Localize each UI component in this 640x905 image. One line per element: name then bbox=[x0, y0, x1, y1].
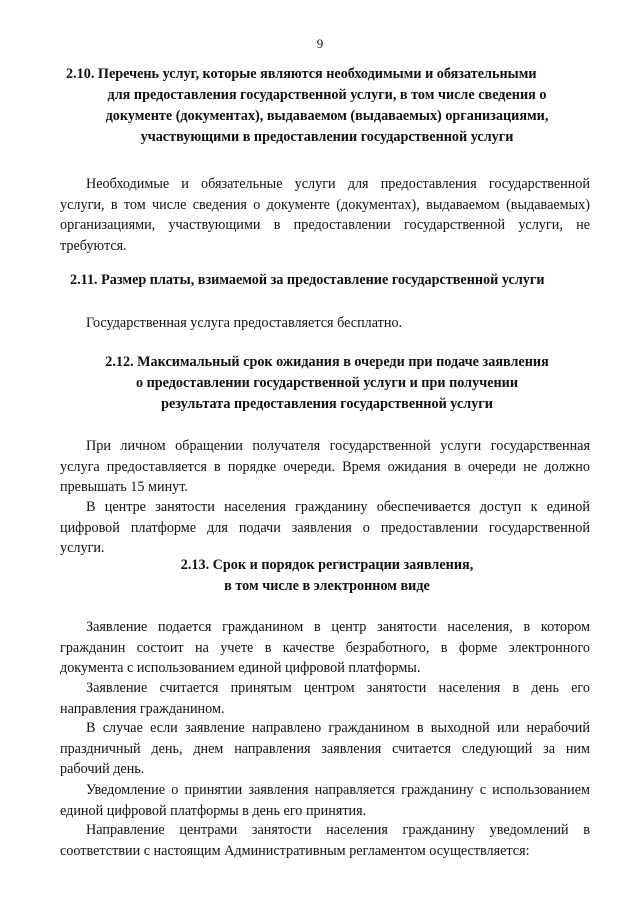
text-line: цифровой платформе для подачи заявления о предоставлении государственной bbox=[60, 519, 590, 536]
heading-line: 2.11. Размер платы, взимаемой за предоставление государственной услуги bbox=[70, 272, 545, 288]
heading-line: участвующими в предоставлении государственной услуги bbox=[140, 129, 514, 145]
section-2-10-paragraph bbox=[60, 174, 590, 256]
section-2-12-heading bbox=[62, 352, 592, 415]
section-2-12-paragraph-1 bbox=[60, 436, 590, 498]
page-number: 9 bbox=[316, 36, 324, 51]
text-line: услуги, в том числе сведения о документе (документах), выдаваемом (выдаваемых) bbox=[60, 196, 590, 213]
text-line: услуга предоставляется в порядке очереди. Время ожидания в очереди не должно bbox=[60, 458, 590, 475]
text-line: В случае если заявление направлено гражданином в выходной или нерабочий bbox=[86, 720, 590, 736]
heading-line: 2.12. Максимальный срок ожидания в очереди при подаче заявления bbox=[105, 354, 549, 370]
section-2-13-paragraph-3 bbox=[60, 718, 590, 780]
text-line: Государственная услуга предоставляется бесплатно. bbox=[86, 315, 403, 331]
section-2-13-paragraph-5 bbox=[60, 820, 590, 861]
section-2-13-paragraph-4 bbox=[60, 780, 590, 821]
text-line: Необходимые и обязательные услуги для предоставления государственной bbox=[86, 176, 590, 192]
text-line: соответствии с настоящим Административным регламентом осуществляется: bbox=[60, 842, 530, 859]
section-2-12-paragraph-2 bbox=[60, 497, 590, 559]
heading-line: документе (документах), выдаваемом (выдаваемых) организациями, bbox=[105, 108, 549, 124]
text-line: Заявление подается гражданином в центр занятости населения, в котором bbox=[86, 619, 590, 635]
section-2-10-heading bbox=[62, 64, 592, 148]
heading-line: для предоставления государственной услуги, в том числе сведения о bbox=[107, 87, 547, 103]
heading-line: о предоставлении государственной услуги и при получении bbox=[135, 375, 519, 391]
text-line: документа с использованием единой цифровой платформы. bbox=[60, 660, 421, 676]
text-line: превышать 15 минут. bbox=[60, 479, 188, 495]
text-line: требуются. bbox=[60, 237, 127, 254]
heading-line: 2.10. Перечень услуг, которые являются необходимыми и обязательными bbox=[66, 66, 537, 82]
text-line: организациями, участвующими в предоставлении государственной услуги, не bbox=[60, 217, 590, 233]
heading-line: в том числе в электронном виде bbox=[224, 578, 430, 594]
section-2-11-paragraph bbox=[60, 313, 590, 334]
text-line: рабочий день. bbox=[60, 761, 145, 777]
text-line: В центре занятости населения гражданину обеспечивается доступ к единой bbox=[86, 499, 590, 515]
heading-line: 2.13. Срок и порядок регистрации заявления, bbox=[180, 557, 474, 573]
text-line: Уведомление о принятии заявления направляется гражданину с использованием bbox=[86, 782, 590, 798]
heading-line: результата предоставления государственной услуги bbox=[161, 396, 493, 412]
text-line: услуги. bbox=[60, 540, 105, 556]
text-line: единой цифровой платформы в день его принятия. bbox=[60, 802, 367, 819]
section-2-13-paragraph-2 bbox=[60, 678, 590, 719]
text-line: гражданин состоит на учете в качестве безработного, в форме электронного bbox=[60, 639, 590, 656]
section-2-11-heading bbox=[62, 270, 600, 291]
text-line: праздничный день, днем направления заявления считается следующий за ним bbox=[60, 740, 590, 757]
text-line: Направление центрами занятости населения гражданину уведомлений в bbox=[86, 822, 590, 838]
text-line: направления гражданином. bbox=[60, 700, 225, 717]
section-2-13-paragraph-1 bbox=[60, 617, 590, 679]
text-line: Заявление считается принятым центром занятости населения в день его bbox=[86, 680, 590, 696]
text-line: При личном обращении получателя государственной услуги государственная bbox=[86, 438, 590, 454]
section-2-13-heading bbox=[62, 555, 592, 597]
